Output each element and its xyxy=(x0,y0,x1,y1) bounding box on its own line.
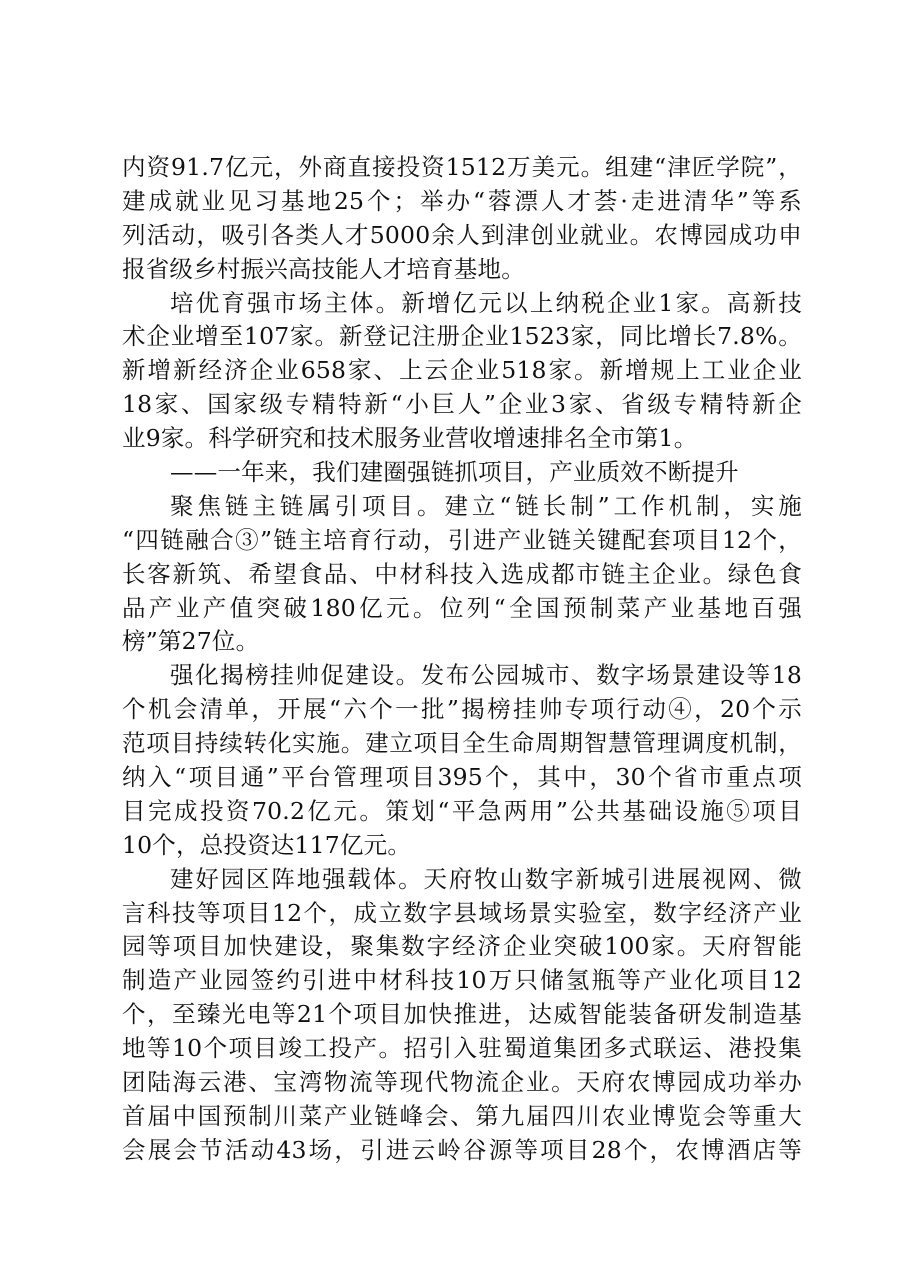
text-line: 业9家。科学研究和技术服务业营收增速排名全市第1。 xyxy=(122,424,698,453)
text-line: 制造产业园签约引进中材科技10万只储氢瓶等产业化项目12 xyxy=(122,966,802,995)
text-line: 术企业增至107家。新登记注册企业1523家，同比增长7.8%。 xyxy=(122,322,802,351)
paragraph-heading-line: 聚焦链主链属引项目。建立“链长制”工作机制，实施 xyxy=(170,491,802,520)
text-line: 内资91.7亿元，外商直接投资1512万美元。组建“津匠学院”， xyxy=(122,153,802,181)
paragraph-heading-line: 建好园区阵地强载体。天府牧山数字新城引进展视网、微 xyxy=(170,864,802,893)
text-line: 10个，总投资达117亿元。 xyxy=(122,830,412,859)
text-line: 目完成投资70.2亿元。策划“平急两用”公共基础设施⑤项目 xyxy=(122,796,802,825)
text-line: 首届中国预制川菜产业链峰会、第九届四川农业博览会等重大 xyxy=(122,1101,802,1130)
section-heading: ——一年来，我们建圈强链抓项目，产业质效不断提升 xyxy=(170,458,739,487)
text-line: 地等10个项目竣工投产。招引入驻蜀道集团多式联运、港投集 xyxy=(122,1034,802,1063)
text-line: 言科技等项目12个，成立数字县域场景实验室，数字经济产业 xyxy=(122,898,802,927)
text-line: 报省级乡村振兴高技能人才培育基地。 xyxy=(122,254,525,283)
text-line: 榜”第27位。 xyxy=(122,627,260,656)
text-line: “四链融合③”链主培育行动，引进产业链关键配套项目12个， xyxy=(122,525,802,554)
text-line: 园等项目加快建设，聚集数字经济企业突破100家。天府智能 xyxy=(122,932,802,961)
text-line: 建成就业见习基地25个；举办“蓉漂人才荟·走进清华”等系 xyxy=(122,186,802,215)
text-line: 个机会清单，开展“六个一批”揭榜挂帅专项行动④，20个示 xyxy=(122,695,802,724)
text-line: 纳入“项目通”平台管理项目395个，其中，30个省市重点项 xyxy=(122,763,802,792)
document-body xyxy=(122,151,802,1168)
text-line: 列活动，吸引各类人才5000余人到津创业就业。农博园成功申 xyxy=(122,220,802,249)
text-line: 团陆海云港、宝湾物流等现代物流企业。天府农博园成功举办 xyxy=(122,1068,802,1097)
text-line: 长客新筑、希望食品、中材科技入选成都市链主企业。绿色食 xyxy=(122,559,802,588)
text-line: 新增新经济企业658家、上云企业518家。新增规上工业企业 xyxy=(122,356,802,385)
text-line: 个，至臻光电等21个项目加快推进，达威智能装备研发制造基 xyxy=(122,1000,802,1029)
text-line: 18家、国家级专精特新“小巨人”企业3家、省级专精特新企 xyxy=(122,390,802,419)
text-line: 范项目持续转化实施。建立项目全生命周期智慧管理调度机制， xyxy=(122,729,802,758)
paragraph-heading-line: 强化揭榜挂帅促建设。发布公园城市、数字场景建设等18 xyxy=(170,661,802,690)
paragraph-heading-line: 培优育强市场主体。新增亿元以上纳税企业1家。高新技 xyxy=(170,288,802,317)
text-line: 会展会节活动43场，引进云岭谷源等项目28个，农博酒店等 xyxy=(122,1135,802,1164)
text-line: 品产业产值突破180亿元。位列“全国预制菜产业基地百强 xyxy=(122,593,802,622)
